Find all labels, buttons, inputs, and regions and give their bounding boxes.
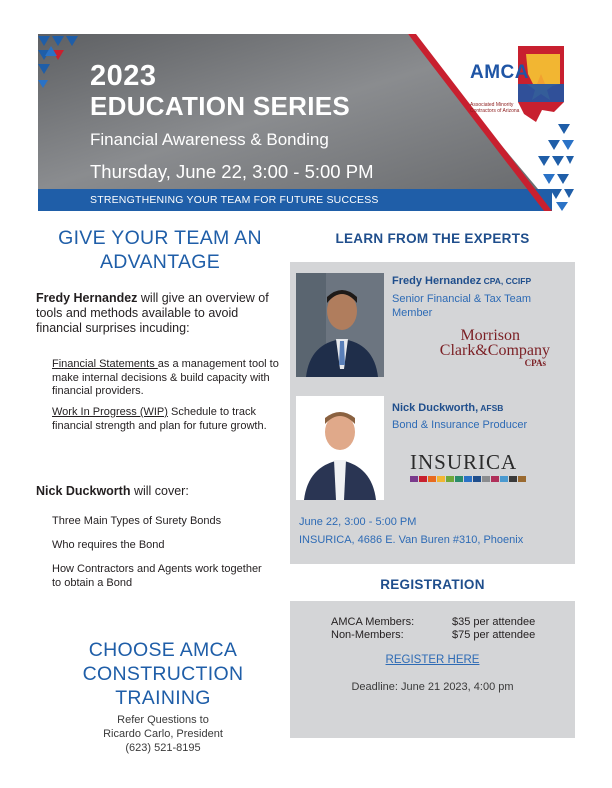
cover-text: will cover: xyxy=(130,484,189,498)
banner-date-time: Thursday, June 22, 3:00 - 5:00 PM xyxy=(90,161,374,182)
speaker-photo-fredy xyxy=(296,273,384,377)
speaker-name-nick: Nick Duckworth, AFSB xyxy=(392,402,504,414)
bond-topic-item: Three Main Types of Surety Bonds xyxy=(52,515,222,527)
intro-paragraph xyxy=(36,291,286,336)
topic-financial-statements xyxy=(52,358,282,399)
cover-speaker-name: Nick Duckworth xyxy=(36,484,131,498)
banner-subtitle: Financial Awareness & Bonding xyxy=(90,130,329,149)
event-date: June 22, 3:00 - 5:00 PM xyxy=(299,516,417,528)
contact-name: Ricardo Carlo, President xyxy=(103,728,223,740)
speaker-role-nick: Bond & Insurance Producer xyxy=(392,419,528,431)
intro-text: will give an overview of tools and methods available to avoid financial surprises incuding: xyxy=(36,291,269,335)
registration-heading: REGISTRATION xyxy=(380,577,485,592)
event-location: INSURICA, 4686 E. Van Buren #310, Phoenix xyxy=(299,534,524,546)
price-label-members: AMCA Members: xyxy=(331,616,415,628)
banner-tagline: STRENGTHENING YOUR TEAM FOR FUTURE SUCCESS xyxy=(90,194,379,206)
event-details xyxy=(299,513,523,549)
topic-title: Work In Progress (WIP) xyxy=(52,406,168,418)
speaker-role-fredy: Senior Financial & Tax Team Member xyxy=(392,293,531,319)
banner-series-title: EDUCATION SERIES xyxy=(90,91,351,121)
choose-amca-heading: CHOOSE AMCA CONSTRUCTION TRAINING xyxy=(82,639,244,709)
speaker-photo-nick xyxy=(296,396,384,500)
intro-speaker-name: Fredy Hernandez xyxy=(36,291,138,305)
price-value-nonmembers: $75 per attendee xyxy=(452,629,536,641)
insurica-logo: INSURICA xyxy=(410,450,538,482)
price-value-members: $35 per attendee xyxy=(452,616,536,628)
speaker-name-fredy: Fredy Hernandez CPA, CCIFP xyxy=(392,275,532,287)
insurica-color-bar xyxy=(410,476,538,482)
amca-logo-tagline: Associated Minority Contractors of Arizona xyxy=(470,102,520,114)
header-banner xyxy=(38,34,574,211)
morrison-clark-logo: Morrison Clark&Company CPAs xyxy=(439,327,550,368)
advantage-heading: GIVE YOUR TEAM AN ADVANTAGE xyxy=(58,227,262,273)
topic-text: as a management tool to make internal decisions & build capacity with financial providers. xyxy=(52,358,279,397)
experts-heading: LEARN FROM THE EXPERTS xyxy=(335,231,530,246)
price-label-nonmembers: Non-Members: xyxy=(331,629,404,641)
registration-deadline: Deadline: June 21 2023, 4:00 pm xyxy=(351,681,514,693)
topic-work-in-progress xyxy=(52,406,282,433)
bond-topic-item: Who requires the Bond xyxy=(52,539,165,551)
banner-year: 2023 xyxy=(90,60,157,92)
nick-cover-line xyxy=(36,484,189,498)
amca-logo xyxy=(466,44,570,134)
bond-topic-item: How Contractors and Agents work together to obtain a Bond xyxy=(52,563,262,589)
contact-phone: (623) 521-8195 xyxy=(125,742,201,754)
topic-title: Financial Statements xyxy=(52,358,158,370)
contact-block xyxy=(48,713,278,755)
amca-logo-text: AMCA xyxy=(470,62,529,83)
topic-text: Schedule to track financial strength and plan for future growth. xyxy=(52,406,267,432)
refer-label: Refer Questions to xyxy=(117,714,209,726)
register-here-link[interactable]: REGISTER HERE xyxy=(385,654,480,666)
